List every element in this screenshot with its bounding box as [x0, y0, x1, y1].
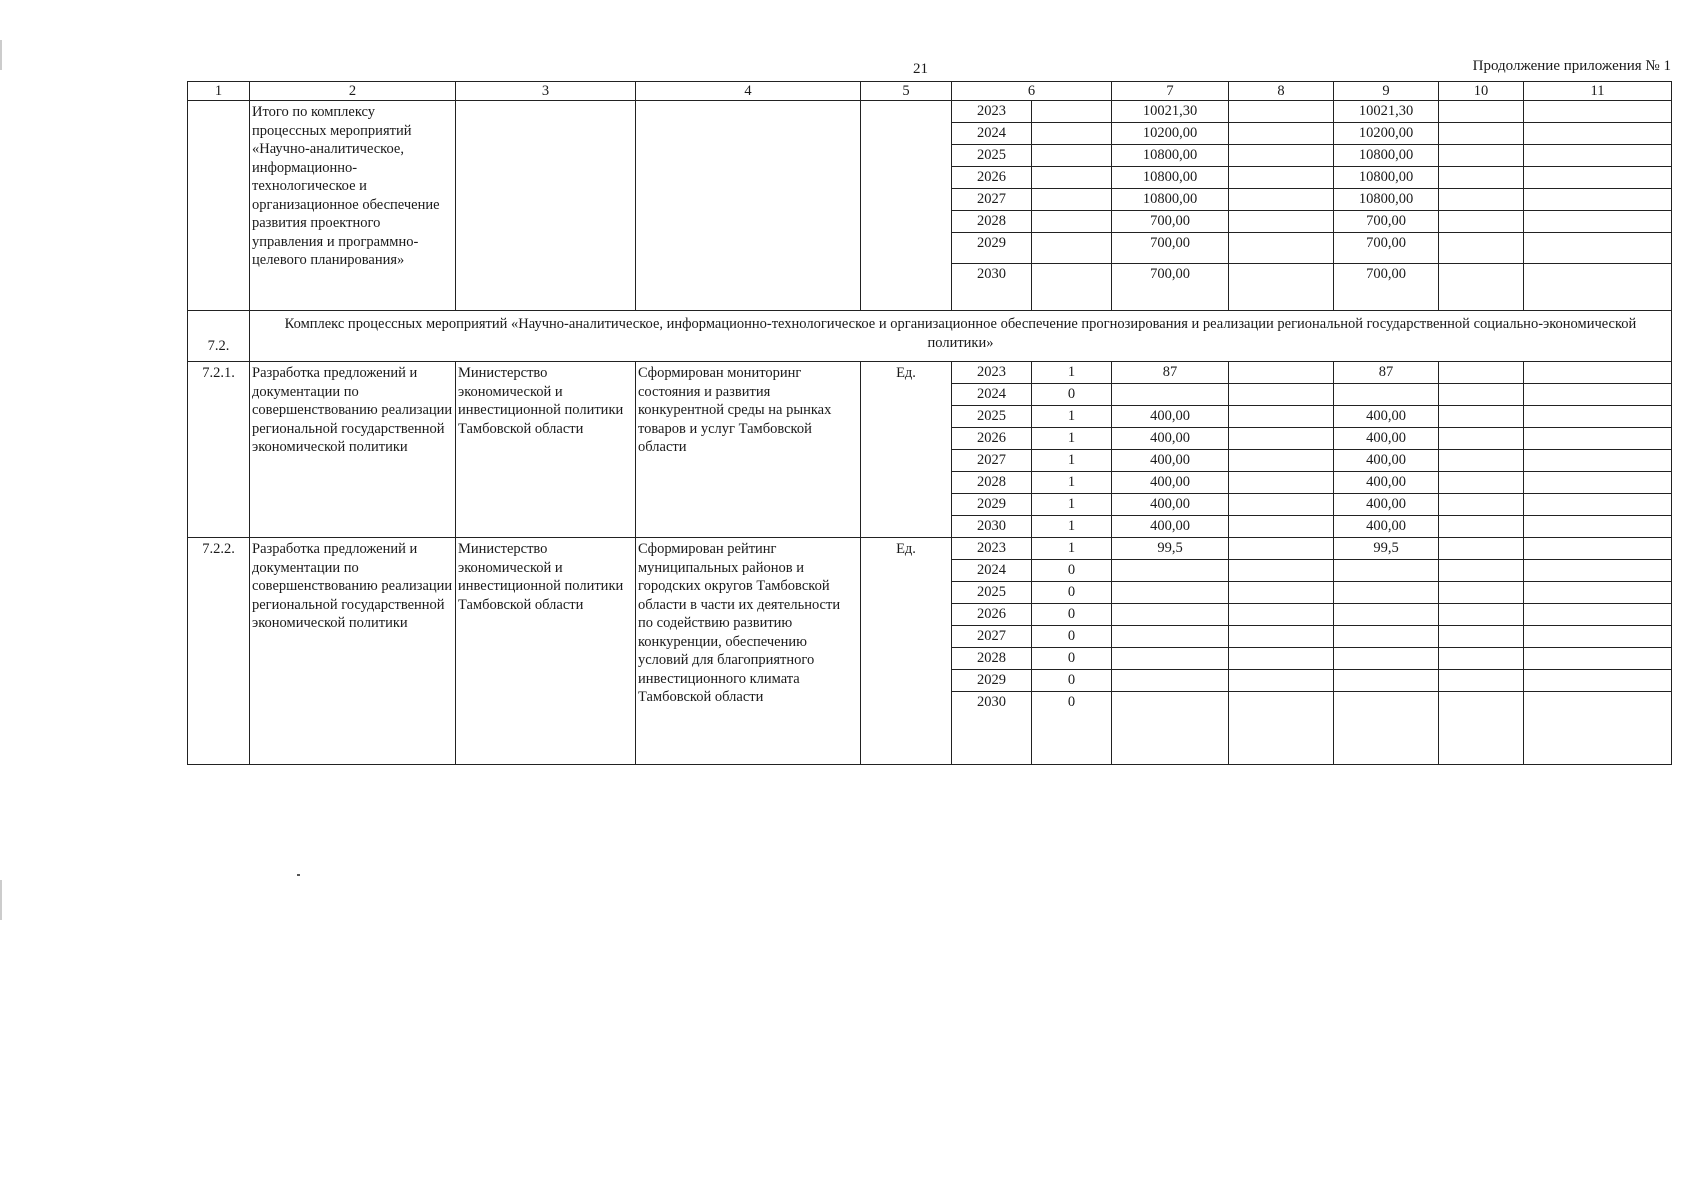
amount-col10: [1439, 560, 1524, 582]
amount-col7: 700,00: [1112, 233, 1229, 264]
year-cell: 2024: [952, 384, 1032, 406]
year-cell: 2030: [952, 516, 1032, 538]
column-header: 4: [636, 82, 861, 101]
year-cell: 2027: [952, 450, 1032, 472]
amount-col7: 400,00: [1112, 450, 1229, 472]
amount-col7: 400,00: [1112, 428, 1229, 450]
column-header: 5: [861, 82, 952, 101]
amount-col7: [1112, 604, 1229, 626]
amount-col7: 10200,00: [1112, 123, 1229, 145]
section-number: 7.2.: [188, 311, 250, 362]
year-cell: 2023: [952, 101, 1032, 123]
count-cell: [1032, 145, 1112, 167]
amount-col7: 700,00: [1112, 211, 1229, 233]
count-cell: 0: [1032, 604, 1112, 626]
amount-col7: [1112, 384, 1229, 406]
amount-col8: [1229, 494, 1334, 516]
amount-col11: [1524, 626, 1672, 648]
amount-col11: [1524, 189, 1672, 211]
amount-col7: [1112, 626, 1229, 648]
amount-col11: [1524, 538, 1672, 560]
amount-col11: [1524, 494, 1672, 516]
amount-col8: [1229, 264, 1334, 311]
amount-col9: 400,00: [1334, 516, 1439, 538]
amount-col10: [1439, 428, 1524, 450]
amount-col10: [1439, 384, 1524, 406]
amount-col8: [1229, 233, 1334, 264]
year-cell: 2026: [952, 167, 1032, 189]
year-cell: 2023: [952, 538, 1032, 560]
year-cell: 2030: [952, 264, 1032, 311]
amount-col9: [1334, 626, 1439, 648]
amount-col8: [1229, 189, 1334, 211]
item-row: [188, 362, 1672, 384]
count-cell: 0: [1032, 582, 1112, 604]
amount-col7: 400,00: [1112, 406, 1229, 428]
appendix-continuation-label: Продолжение приложения № 1: [1472, 58, 1671, 74]
total-result-cell: [636, 101, 861, 311]
year-cell: 2028: [952, 648, 1032, 670]
amount-col9: [1334, 692, 1439, 765]
year-cell: 2025: [952, 406, 1032, 428]
amount-col8: [1229, 538, 1334, 560]
count-cell: 1: [1032, 494, 1112, 516]
amount-col9: 99,5: [1334, 538, 1439, 560]
amount-col9: 400,00: [1334, 494, 1439, 516]
item-result: Сформирован рейтинг муниципальных районов и городских округов Тамбовской области в части их деятельности по содействию развитию конкуренции, обеспечению условий для благоприятного инвестиционного климата Тамбовской области: [636, 538, 861, 765]
amount-col11: [1524, 233, 1672, 264]
amount-col9: 400,00: [1334, 450, 1439, 472]
count-cell: 1: [1032, 516, 1112, 538]
amount-col8: [1229, 670, 1334, 692]
year-cell: 2023: [952, 362, 1032, 384]
amount-col8: [1229, 123, 1334, 145]
amount-col8: [1229, 101, 1334, 123]
count-cell: 1: [1032, 362, 1112, 384]
amount-col11: [1524, 211, 1672, 233]
amount-col7: 10800,00: [1112, 145, 1229, 167]
scan-edge-mark: [0, 40, 2, 70]
count-cell: 1: [1032, 472, 1112, 494]
amount-col11: [1524, 516, 1672, 538]
column-header: 10: [1439, 82, 1524, 101]
amount-col11: [1524, 428, 1672, 450]
count-cell: [1032, 189, 1112, 211]
amount-col8: [1229, 604, 1334, 626]
amount-col7: 400,00: [1112, 516, 1229, 538]
amount-col9: 700,00: [1334, 264, 1439, 311]
amount-col9: [1334, 670, 1439, 692]
item-name: Разработка предложений и документации по совершенствованию реализации региональной государственной экономической политики: [250, 538, 456, 765]
amount-col9: 10200,00: [1334, 123, 1439, 145]
amount-col11: [1524, 264, 1672, 311]
amount-col10: [1439, 406, 1524, 428]
amount-col7: 400,00: [1112, 472, 1229, 494]
amount-col7: [1112, 560, 1229, 582]
amount-col10: [1439, 123, 1524, 145]
page-number: 21: [913, 61, 928, 77]
amount-col9: 700,00: [1334, 233, 1439, 264]
amount-col7: [1112, 582, 1229, 604]
amount-col8: [1229, 472, 1334, 494]
amount-col7: 10021,30: [1112, 101, 1229, 123]
amount-col7: [1112, 648, 1229, 670]
amount-col11: [1524, 560, 1672, 582]
amount-col11: [1524, 123, 1672, 145]
amount-col9: 87: [1334, 362, 1439, 384]
year-cell: 2025: [952, 145, 1032, 167]
count-cell: 0: [1032, 384, 1112, 406]
total-title: Итого по комплексу процессных мероприятий «Научно-аналитическое, информационно-технологическое и организационное обеспечение развития проектного управления и программно-целевого планирования»: [250, 101, 456, 311]
year-cell: 2029: [952, 233, 1032, 264]
amount-col11: [1524, 145, 1672, 167]
count-cell: [1032, 123, 1112, 145]
item-executor: Министерство экономической и инвестиционной политики Тамбовской области: [456, 362, 636, 538]
item-unit: Ед.: [861, 538, 952, 765]
amount-col7: 99,5: [1112, 538, 1229, 560]
column-header: 1: [188, 82, 250, 101]
amount-col11: [1524, 384, 1672, 406]
year-cell: 2025: [952, 582, 1032, 604]
item-number: 7.2.1.: [188, 362, 250, 538]
year-cell: 2029: [952, 494, 1032, 516]
year-cell: 2028: [952, 472, 1032, 494]
amount-col11: [1524, 692, 1672, 765]
count-cell: [1032, 211, 1112, 233]
amount-col9: [1334, 604, 1439, 626]
count-cell: 0: [1032, 692, 1112, 765]
amount-col11: [1524, 362, 1672, 384]
amount-col8: [1229, 211, 1334, 233]
scan-edge-mark: [0, 880, 2, 920]
amount-col11: [1524, 450, 1672, 472]
count-cell: 1: [1032, 406, 1112, 428]
amount-col10: [1439, 450, 1524, 472]
count-cell: 1: [1032, 428, 1112, 450]
appendix-table: [187, 81, 1672, 765]
amount-col9: 10021,30: [1334, 101, 1439, 123]
amount-col9: 10800,00: [1334, 167, 1439, 189]
amount-col8: [1229, 406, 1334, 428]
amount-col8: [1229, 516, 1334, 538]
amount-col9: 400,00: [1334, 428, 1439, 450]
column-number-header-row: [188, 82, 1672, 101]
total-unit-cell: [861, 101, 952, 311]
amount-col10: [1439, 494, 1524, 516]
amount-col10: [1439, 472, 1524, 494]
total-row: [188, 101, 1672, 123]
section-title: Комплекс процессных мероприятий «Научно-аналитическое, информационно-технологическое и организационное обеспечение прогнозирования и реализации региональной государственной социально-экономической политики»: [250, 311, 1672, 362]
amount-col8: [1229, 582, 1334, 604]
amount-col10: [1439, 189, 1524, 211]
amount-col11: [1524, 167, 1672, 189]
amount-col7: [1112, 670, 1229, 692]
amount-col8: [1229, 560, 1334, 582]
amount-col10: [1439, 692, 1524, 765]
amount-col11: [1524, 472, 1672, 494]
item-unit: Ед.: [861, 362, 952, 538]
amount-col10: [1439, 145, 1524, 167]
total-number-cell: [188, 101, 250, 311]
section-row: [188, 311, 1672, 362]
amount-col7: 10800,00: [1112, 189, 1229, 211]
count-cell: [1032, 101, 1112, 123]
amount-col10: [1439, 516, 1524, 538]
count-cell: [1032, 264, 1112, 311]
count-cell: 0: [1032, 626, 1112, 648]
amount-col10: [1439, 233, 1524, 264]
amount-col10: [1439, 582, 1524, 604]
item-executor: Министерство экономической и инвестиционной политики Тамбовской области: [456, 538, 636, 765]
amount-col8: [1229, 626, 1334, 648]
column-header: 6: [952, 82, 1112, 101]
amount-col7: 400,00: [1112, 494, 1229, 516]
amount-col9: [1334, 560, 1439, 582]
amount-col11: [1524, 101, 1672, 123]
amount-col11: [1524, 648, 1672, 670]
amount-col10: [1439, 101, 1524, 123]
column-header: 7: [1112, 82, 1229, 101]
column-header: 3: [456, 82, 636, 101]
year-cell: 2028: [952, 211, 1032, 233]
amount-col9: 10800,00: [1334, 189, 1439, 211]
year-cell: 2027: [952, 626, 1032, 648]
item-row: [188, 538, 1672, 560]
amount-col10: [1439, 648, 1524, 670]
amount-col11: [1524, 582, 1672, 604]
amount-col9: 700,00: [1334, 211, 1439, 233]
amount-col7: 10800,00: [1112, 167, 1229, 189]
amount-col9: [1334, 384, 1439, 406]
item-name: Разработка предложений и документации по совершенствованию реализации региональной государственной экономической политики: [250, 362, 456, 538]
count-cell: [1032, 167, 1112, 189]
scan-artifact-mark: [297, 874, 300, 876]
amount-col10: [1439, 670, 1524, 692]
amount-col11: [1524, 604, 1672, 626]
count-cell: 0: [1032, 648, 1112, 670]
year-cell: 2029: [952, 670, 1032, 692]
amount-col8: [1229, 145, 1334, 167]
count-cell: 0: [1032, 560, 1112, 582]
amount-col8: [1229, 648, 1334, 670]
amount-col9: [1334, 582, 1439, 604]
amount-col10: [1439, 604, 1524, 626]
count-cell: 1: [1032, 450, 1112, 472]
amount-col8: [1229, 450, 1334, 472]
amount-col10: [1439, 626, 1524, 648]
amount-col9: [1334, 648, 1439, 670]
column-header: 2: [250, 82, 456, 101]
column-header: 8: [1229, 82, 1334, 101]
amount-col8: [1229, 167, 1334, 189]
amount-col7: 700,00: [1112, 264, 1229, 311]
column-header: 11: [1524, 82, 1672, 101]
amount-col10: [1439, 362, 1524, 384]
amount-col11: [1524, 406, 1672, 428]
amount-col9: 10800,00: [1334, 145, 1439, 167]
count-cell: [1032, 233, 1112, 264]
year-cell: 2024: [952, 560, 1032, 582]
amount-col9: 400,00: [1334, 472, 1439, 494]
amount-col10: [1439, 264, 1524, 311]
year-cell: 2027: [952, 189, 1032, 211]
amount-col10: [1439, 211, 1524, 233]
amount-col10: [1439, 167, 1524, 189]
item-number: 7.2.2.: [188, 538, 250, 765]
total-executor-cell: [456, 101, 636, 311]
amount-col8: [1229, 428, 1334, 450]
count-cell: 1: [1032, 538, 1112, 560]
column-header: 9: [1334, 82, 1439, 101]
amount-col8: [1229, 362, 1334, 384]
item-result: Сформирован мониторинг состояния и развития конкурентной среды на рынках товаров и услуг Тамбовской области: [636, 362, 861, 538]
amount-col7: 87: [1112, 362, 1229, 384]
amount-col9: 400,00: [1334, 406, 1439, 428]
amount-col8: [1229, 692, 1334, 765]
amount-col11: [1524, 670, 1672, 692]
count-cell: 0: [1032, 670, 1112, 692]
year-cell: 2026: [952, 428, 1032, 450]
amount-col7: [1112, 692, 1229, 765]
year-cell: 2026: [952, 604, 1032, 626]
amount-col8: [1229, 384, 1334, 406]
amount-col10: [1439, 538, 1524, 560]
year-cell: 2030: [952, 692, 1032, 765]
year-cell: 2024: [952, 123, 1032, 145]
